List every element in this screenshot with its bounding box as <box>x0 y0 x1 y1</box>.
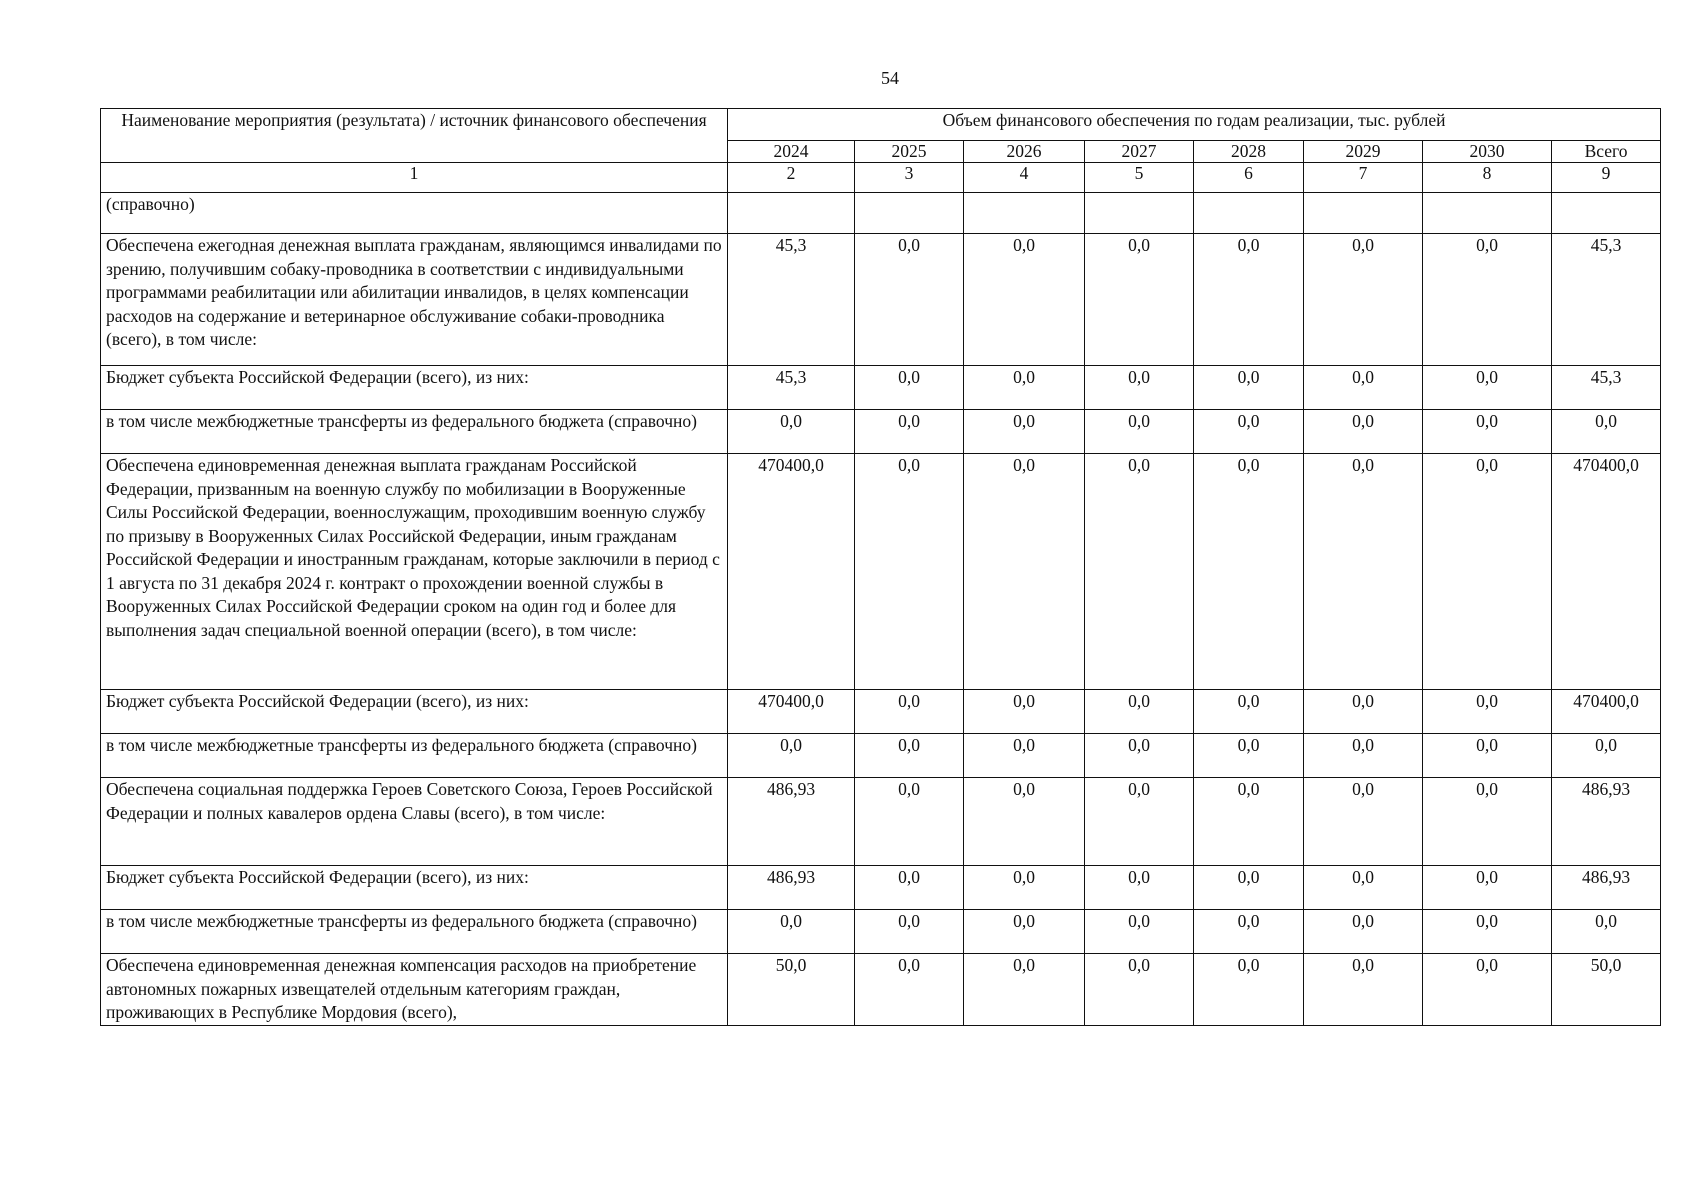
row-total-cell: 0,0 <box>1552 410 1661 454</box>
row-name-cell: Обеспечена социальная поддержка Героев Советского Союза, Героев Российской Федерации и полных кавалеров ордена Славы (всего), в том числе: <box>101 778 728 866</box>
row-value-cell <box>1423 193 1552 234</box>
row-value-cell: 0,0 <box>1423 778 1552 866</box>
row-value-cell: 0,0 <box>855 910 964 954</box>
financing-table <box>100 108 1661 1026</box>
row-value-cell: 0,0 <box>1085 866 1194 910</box>
row-name-cell: Бюджет субъекта Российской Федерации (всего), из них: <box>101 366 728 410</box>
row-value-cell: 0,0 <box>855 454 964 690</box>
row-value-cell: 0,0 <box>1085 910 1194 954</box>
row-total-cell: 45,3 <box>1552 366 1661 410</box>
column-number: 3 <box>855 163 964 193</box>
row-value-cell: 0,0 <box>1085 366 1194 410</box>
row-name-cell: Бюджет субъекта Российской Федерации (всего), из них: <box>101 866 728 910</box>
row-value-cell: 0,0 <box>855 366 964 410</box>
row-total-cell: 0,0 <box>1552 910 1661 954</box>
row-value-cell: 0,0 <box>964 366 1085 410</box>
row-value-cell: 486,93 <box>728 778 855 866</box>
row-value-cell: 0,0 <box>1194 778 1304 866</box>
column-number: 7 <box>1304 163 1423 193</box>
row-value-cell: 0,0 <box>1304 910 1423 954</box>
row-value-cell: 0,0 <box>1194 234 1304 366</box>
row-value-cell: 0,0 <box>1085 954 1194 1026</box>
year-header: 2026 <box>964 141 1085 163</box>
row-value-cell: 0,0 <box>728 410 855 454</box>
row-value-cell: 0,0 <box>1423 866 1552 910</box>
table-row <box>101 193 1661 234</box>
row-total-cell <box>1552 193 1661 234</box>
row-value-cell: 0,0 <box>855 410 964 454</box>
row-value-cell: 45,3 <box>728 234 855 366</box>
row-value-cell: 0,0 <box>964 234 1085 366</box>
row-value-cell: 0,0 <box>1423 734 1552 778</box>
row-value-cell: 0,0 <box>1304 410 1423 454</box>
row-value-cell: 0,0 <box>1085 454 1194 690</box>
table-row <box>101 954 1661 1026</box>
row-total-cell: 486,93 <box>1552 778 1661 866</box>
header-name-column: Наименование мероприятия (результата) / источник финансового обеспечения <box>101 109 728 163</box>
total-header: Всего <box>1552 141 1661 163</box>
year-header: 2025 <box>855 141 964 163</box>
column-number: 5 <box>1085 163 1194 193</box>
row-value-cell <box>1304 193 1423 234</box>
row-total-cell: 470400,0 <box>1552 454 1661 690</box>
row-value-cell: 0,0 <box>964 910 1085 954</box>
row-name-cell: Обеспечена ежегодная денежная выплата гражданам, являющимся инвалидами по зрению, получившим собаку-проводника в соответствии с индивидуальными программами реабилитации или абилитации инвалидов, в целях компенсации расходов на содержание и ветеринарное обслуживание собаки-проводника (всего), в том числе: <box>101 234 728 366</box>
row-value-cell: 0,0 <box>1194 410 1304 454</box>
row-value-cell: 0,0 <box>1085 778 1194 866</box>
row-value-cell: 0,0 <box>964 954 1085 1026</box>
column-numbers-row <box>101 163 1661 193</box>
row-value-cell: 0,0 <box>964 778 1085 866</box>
row-value-cell: 0,0 <box>1304 454 1423 690</box>
row-value-cell: 486,93 <box>728 866 855 910</box>
table-row <box>101 910 1661 954</box>
table-row <box>101 778 1661 866</box>
year-header: 2028 <box>1194 141 1304 163</box>
row-value-cell: 0,0 <box>1194 734 1304 778</box>
row-value-cell: 0,0 <box>1304 778 1423 866</box>
row-value-cell: 0,0 <box>1423 454 1552 690</box>
row-total-cell: 45,3 <box>1552 234 1661 366</box>
row-value-cell: 0,0 <box>1304 366 1423 410</box>
row-name-cell: Бюджет субъекта Российской Федерации (всего), из них: <box>101 690 728 734</box>
row-name-cell: Обеспечена единовременная денежная выплата гражданам Российской Федерации, призванным на военную службу по мобилизации в Вооруженные Силы Российской Федерации, военнослужащим, проходившим военную службу по призыву в Вооруженных Силах Российской Федерации, иным гражданам Российской Федерации и иностранным гражданам, которые заключили в период с 1 августа по 31 декабря 2024 г. контракт о прохождении военной службы в Вооруженных Силах Российской Федерации сроком на один год и более для выполнения задач специальной военной операции (всего), в том числе: <box>101 454 728 690</box>
row-value-cell: 0,0 <box>728 910 855 954</box>
row-value-cell: 0,0 <box>855 866 964 910</box>
table-row <box>101 234 1661 366</box>
year-header: 2024 <box>728 141 855 163</box>
row-value-cell: 0,0 <box>1423 366 1552 410</box>
row-value-cell: 0,0 <box>1304 866 1423 910</box>
row-value-cell: 0,0 <box>1085 234 1194 366</box>
year-header: 2030 <box>1423 141 1552 163</box>
row-value-cell <box>855 193 964 234</box>
row-value-cell: 0,0 <box>855 690 964 734</box>
row-value-cell: 0,0 <box>1085 734 1194 778</box>
row-value-cell: 0,0 <box>964 454 1085 690</box>
row-value-cell: 0,0 <box>855 234 964 366</box>
row-value-cell: 0,0 <box>1423 910 1552 954</box>
row-value-cell: 0,0 <box>964 734 1085 778</box>
row-value-cell: 0,0 <box>728 734 855 778</box>
row-value-cell: 0,0 <box>1423 690 1552 734</box>
row-value-cell: 0,0 <box>1194 954 1304 1026</box>
row-value-cell <box>1085 193 1194 234</box>
row-total-cell: 50,0 <box>1552 954 1661 1026</box>
page-number: 54 <box>881 68 899 88</box>
table-row <box>101 410 1661 454</box>
row-total-cell: 470400,0 <box>1552 690 1661 734</box>
row-value-cell: 0,0 <box>964 690 1085 734</box>
row-value-cell: 0,0 <box>1423 410 1552 454</box>
row-value-cell: 50,0 <box>728 954 855 1026</box>
table-row <box>101 366 1661 410</box>
row-total-cell: 0,0 <box>1552 734 1661 778</box>
year-header: 2029 <box>1304 141 1423 163</box>
row-name-cell: в том числе межбюджетные трансферты из федерального бюджета (справочно) <box>101 734 728 778</box>
column-number: 1 <box>101 163 728 193</box>
row-value-cell: 0,0 <box>1194 866 1304 910</box>
row-value-cell: 0,0 <box>964 410 1085 454</box>
row-value-cell: 0,0 <box>964 866 1085 910</box>
column-number: 6 <box>1194 163 1304 193</box>
row-value-cell: 0,0 <box>1304 734 1423 778</box>
row-value-cell: 0,0 <box>1304 954 1423 1026</box>
row-value-cell: 470400,0 <box>728 690 855 734</box>
year-header: 2027 <box>1085 141 1194 163</box>
row-value-cell: 0,0 <box>1085 690 1194 734</box>
row-value-cell <box>728 193 855 234</box>
row-value-cell <box>1194 193 1304 234</box>
row-value-cell: 0,0 <box>1194 910 1304 954</box>
row-value-cell: 0,0 <box>855 734 964 778</box>
row-value-cell: 0,0 <box>1194 454 1304 690</box>
row-name-cell: в том числе межбюджетные трансферты из федерального бюджета (справочно) <box>101 410 728 454</box>
header-volume-column: Объем финансового обеспечения по годам реализации, тыс. рублей <box>728 109 1661 141</box>
table-row <box>101 734 1661 778</box>
row-value-cell: 0,0 <box>855 954 964 1026</box>
row-value-cell: 470400,0 <box>728 454 855 690</box>
row-value-cell: 0,0 <box>855 778 964 866</box>
column-number: 9 <box>1552 163 1661 193</box>
row-value-cell: 0,0 <box>1423 954 1552 1026</box>
row-value-cell: 0,0 <box>1085 410 1194 454</box>
row-value-cell: 45,3 <box>728 366 855 410</box>
row-value-cell: 0,0 <box>1194 690 1304 734</box>
row-value-cell: 0,0 <box>1423 234 1552 366</box>
table-row <box>101 690 1661 734</box>
column-number: 2 <box>728 163 855 193</box>
column-number: 8 <box>1423 163 1552 193</box>
column-number: 4 <box>964 163 1085 193</box>
table-row <box>101 454 1661 690</box>
row-value-cell <box>964 193 1085 234</box>
row-total-cell: 486,93 <box>1552 866 1661 910</box>
table-row <box>101 866 1661 910</box>
row-name-cell: Обеспечена единовременная денежная компенсация расходов на приобретение автономных пожарных извещателей отдельным категориям граждан, проживающих в Республике Мордовия (всего), <box>101 954 728 1026</box>
row-value-cell: 0,0 <box>1304 234 1423 366</box>
row-value-cell: 0,0 <box>1304 690 1423 734</box>
row-name-cell: в том числе межбюджетные трансферты из федерального бюджета (справочно) <box>101 910 728 954</box>
row-value-cell: 0,0 <box>1194 366 1304 410</box>
row-name-cell: (справочно) <box>101 193 728 234</box>
table-body <box>101 193 1661 1026</box>
